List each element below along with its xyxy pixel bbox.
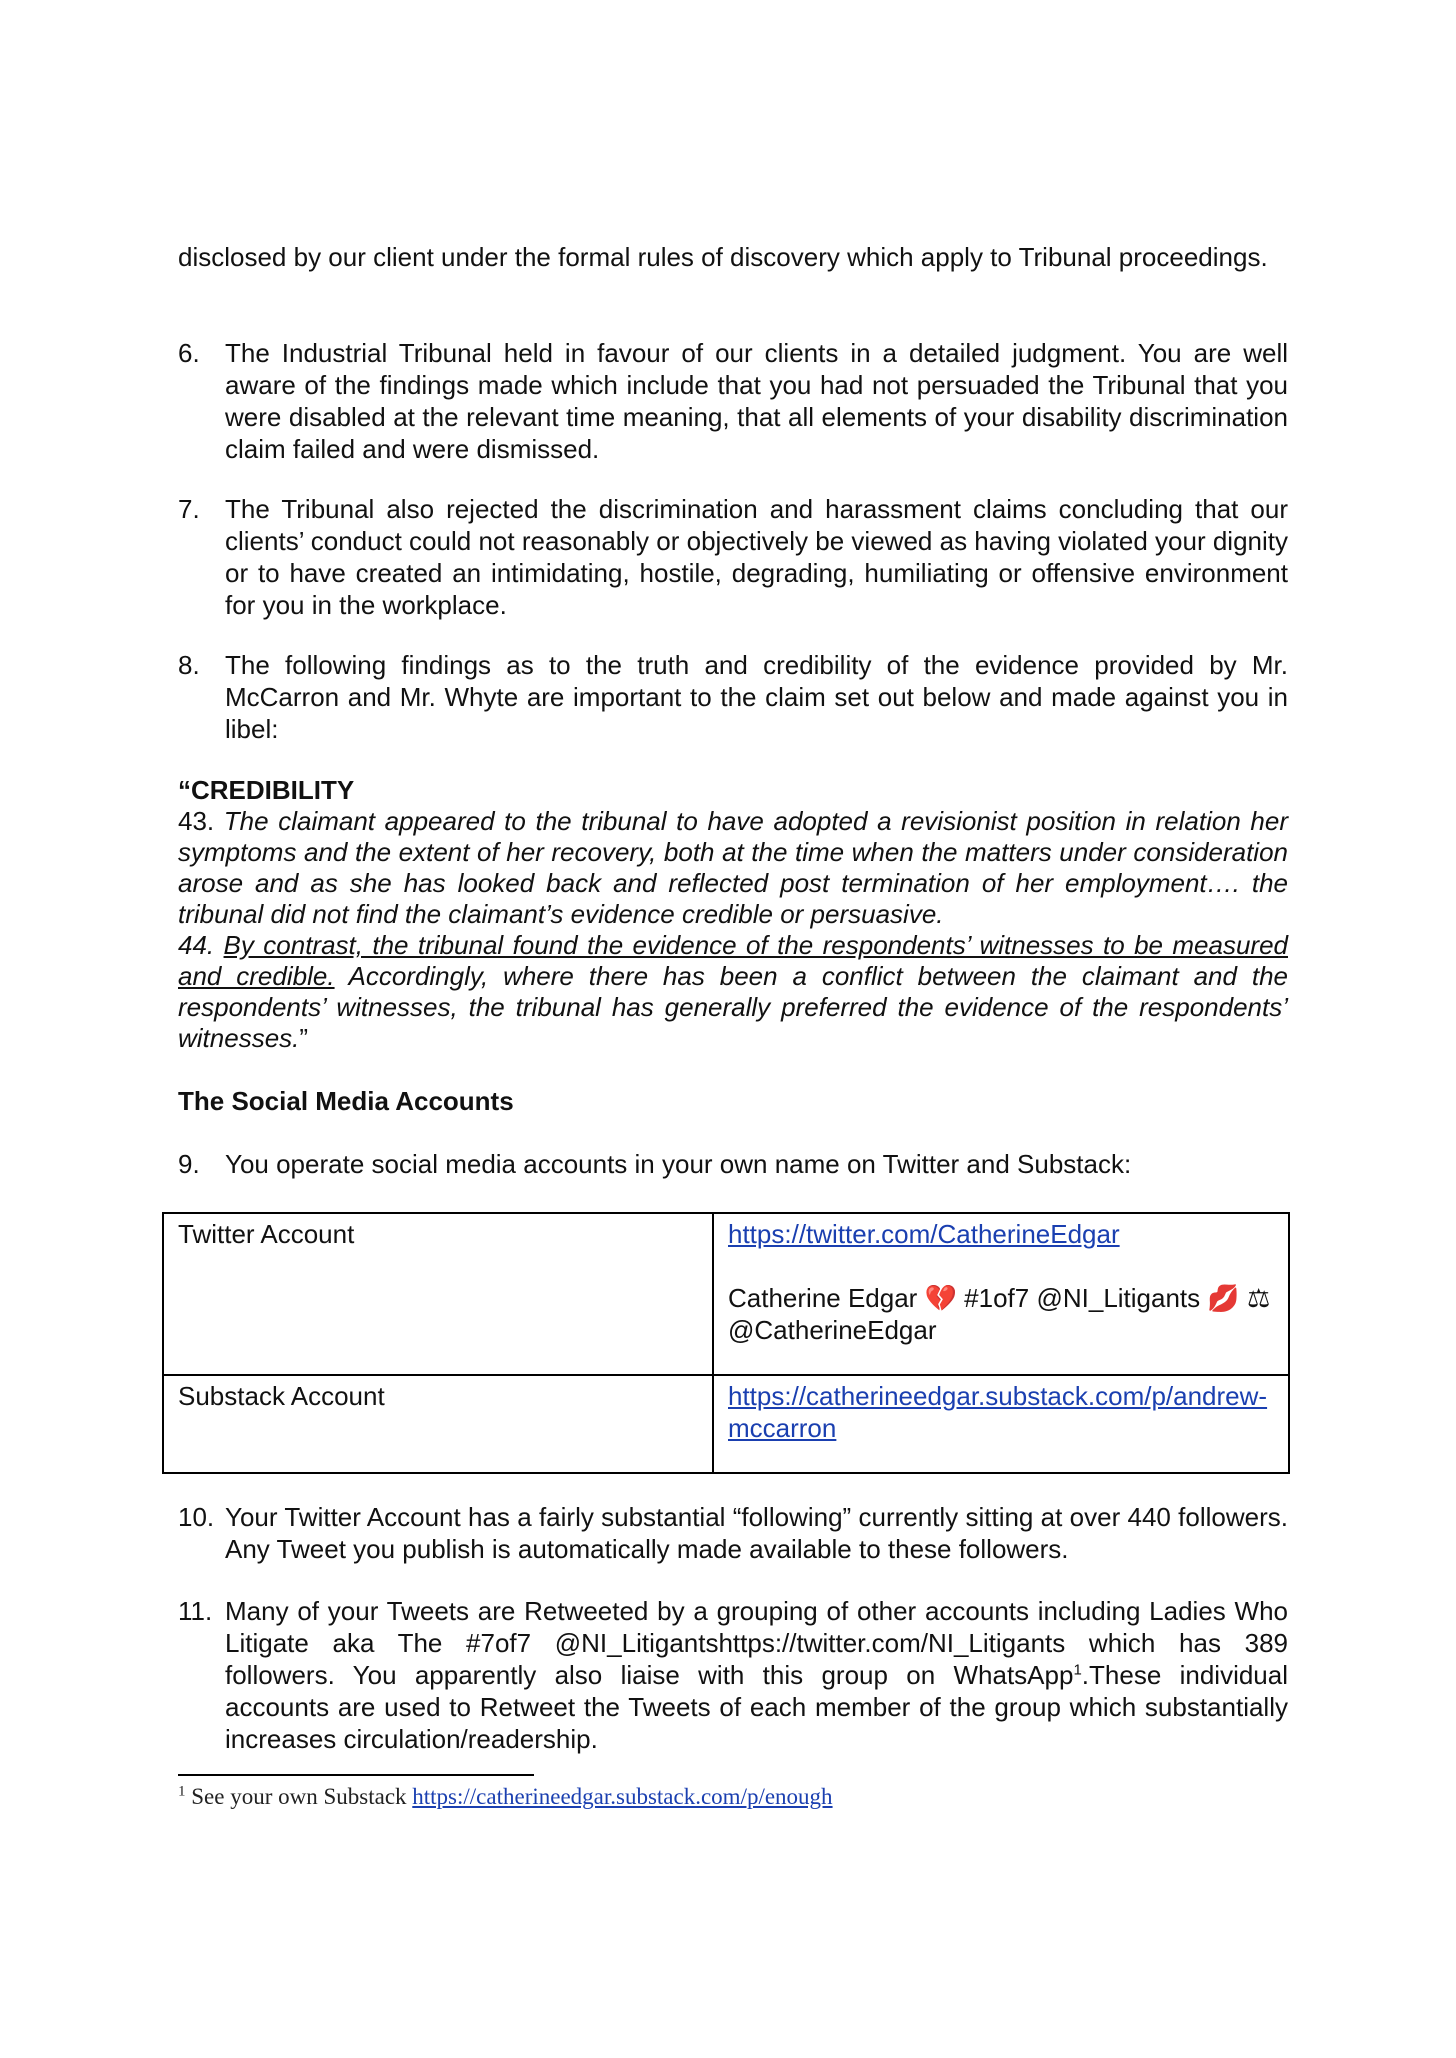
intro-paragraph <box>178 241 1288 273</box>
paragraph-7 <box>178 493 1288 621</box>
paragraph-text-b: .These individual accounts are used to Retweet the Tweets of each member of the group which substantially increases circulation/readership. <box>225 1660 1288 1754</box>
quote-number-44: 44. <box>178 930 224 960</box>
twitter-link[interactable]: https://twitter.com/CatherineEdgar <box>728 1219 1120 1249</box>
paragraph-number: 8. <box>178 650 200 680</box>
quote-text-43: The claimant appeared to the tribunal to have adopted a revisionist position in relation her symptoms and the extent of her recovery, both at the time when the matters under consideration arose and as she has looked back and reflected post termination of her employment…. the tribunal did not find the claimant’s evidence credible or persuasive. <box>178 806 1288 929</box>
broken-heart-icon: 💔 <box>924 1283 957 1313</box>
quote-para-43 <box>178 806 1288 930</box>
quote-close: ” <box>299 1023 309 1053</box>
quote-number-43: 43. <box>178 806 224 836</box>
paragraph-11 <box>178 1595 1288 1755</box>
quote-text-44-underlined: By contrast, the tribunal found the evidence of the respondents’ witnesses to be measured and credible. <box>178 930 1288 991</box>
paragraph-text: The following findings as to the truth and credibility of the evidence provided by Mr. McCarron and Mr. Whyte are important to the claim set out below and made against you in libel: <box>225 650 1288 744</box>
table-row <box>163 1213 1289 1375</box>
paragraph-6 <box>178 337 1288 465</box>
footnote-mark: 1 <box>178 1783 186 1800</box>
paragraph-text <box>225 1595 1288 1755</box>
section-heading: The Social Media Accounts <box>178 1086 514 1116</box>
twitter-profile-text <box>728 1282 1274 1346</box>
lips-icon: 💋 <box>1207 1283 1240 1313</box>
twitter-value-cell <box>713 1213 1289 1375</box>
paragraph-number: 7. <box>178 494 200 524</box>
quote-para-44 <box>178 930 1288 1054</box>
paragraph-text: The Tribunal also rejected the discrimination and harassment claims concluding that our clients’ conduct could not reasonably or objectively be viewed as having violated your dignity or to have created an intimidating, hostile, degrading, humiliating or offensive environment for you in the workplace. <box>225 494 1288 620</box>
paragraph-9 <box>178 1148 1288 1180</box>
paragraph-text: The Industrial Tribunal held in favour of our clients in a detailed judgment. You are well aware of the findings made which include that you had not persuaded the Tribunal that you were disabled at the relevant time meaning, that all elements of your disability discrimination claim failed and were dismissed. <box>225 338 1288 464</box>
quote-text-44: Accordingly, where there has been a conflict between the claimant and the respondents’ witnesses, the tribunal has generally preferred the evidence of the respondents’ witnesses. <box>178 961 1288 1053</box>
social-accounts-table <box>162 1212 1290 1474</box>
paragraph-number: 6. <box>178 338 200 368</box>
twitter-display-name: Catherine Edgar <box>728 1283 918 1313</box>
paragraph-number: 10. <box>178 1502 215 1532</box>
footnote-text: See your own Substack <box>185 1784 413 1809</box>
paragraph-number: 11. <box>178 1596 213 1626</box>
quote-heading: “CREDIBILITY <box>178 775 355 805</box>
substack-value-cell <box>713 1375 1289 1473</box>
footnote <box>178 1784 833 1810</box>
twitter-handle: @CatherineEdgar <box>728 1315 937 1345</box>
scales-icon: ⚖ <box>1239 1283 1271 1313</box>
substack-link[interactable]: https://catherineedgar.substack.com/p/andrew-mccarron <box>728 1381 1268 1443</box>
footnote-link[interactable]: https://catherineedgar.substack.com/p/enough <box>412 1784 833 1809</box>
paragraph-text: You operate social media accounts in your own name on Twitter and Substack: <box>225 1149 1132 1179</box>
credibility-quote <box>178 775 1288 1054</box>
footnote-divider <box>178 1774 534 1776</box>
paragraph-10 <box>178 1501 1288 1565</box>
twitter-tags: #1of7 @NI_Litigants <box>956 1283 1208 1313</box>
paragraph-number: 9. <box>178 1149 200 1179</box>
paragraph-text: Your Twitter Account has a fairly substantial “following” currently sitting at over 440 followers. Any Tweet you publish is automatically made available to these followers. <box>225 1502 1288 1564</box>
intro-text: disclosed by our client under the formal rules of discovery which apply to Tribunal proceedings. <box>178 242 1268 272</box>
substack-label-cell: Substack Account <box>163 1375 713 1473</box>
twitter-label-cell: Twitter Account <box>163 1213 713 1375</box>
footnote-ref[interactable]: 1 <box>1073 1661 1082 1679</box>
paragraph-text-a: Many of your Tweets are Retweeted by a grouping of other accounts including Ladies Who Litigate aka The #7of7 @NI_Litigantshttps://twitter.com/NI_Litigants which has 389 followers. You apparently also liaise with this group on WhatsApp <box>225 1596 1288 1690</box>
table-row <box>163 1375 1289 1473</box>
paragraph-8 <box>178 649 1288 745</box>
